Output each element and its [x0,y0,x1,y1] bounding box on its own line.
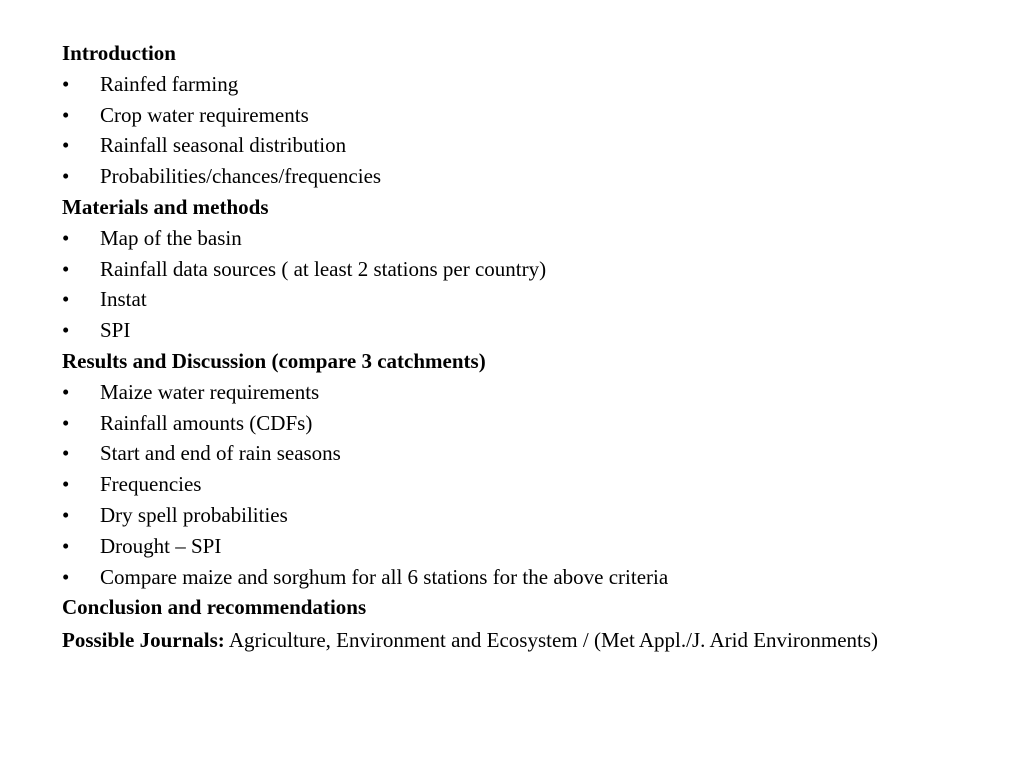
list-item [62,408,962,439]
list-item [62,377,962,408]
bullet-icon: • [62,318,70,343]
list-item [62,69,962,100]
list-item [62,562,962,593]
list-item-text: Drought – SPI [100,533,222,558]
bullet-icon: • [62,164,70,189]
bullet-icon: • [62,225,70,250]
list-item [62,130,962,161]
list-item-text: Instat [100,287,147,312]
bullet-icon: • [62,472,70,497]
list-item-text: Dry spell probabilities [100,502,288,527]
list-item-text: Rainfall data sources ( at least 2 stations per country) [100,256,547,281]
list-item [62,469,962,500]
list-item [62,315,962,346]
list-item-text: SPI [100,318,131,343]
list-item-text: Frequencies [100,472,202,497]
list-item-text: Rainfed farming [100,71,239,96]
journals-text: Agriculture, Environment and Ecosystem / (Met Appl./J. Arid Environments) [224,628,879,653]
bullet-icon: • [62,102,70,127]
bullet-icon: • [62,379,70,404]
section-heading-materials: Materials and methods [62,194,269,219]
list-item [62,500,962,531]
list-item-text: Start and end of rain seasons [100,441,341,466]
possible-journals [62,628,950,652]
bullet-icon: • [62,256,70,281]
journals-label: Possible Journals: [62,628,225,653]
bullet-icon: • [62,287,70,312]
list-item [62,284,962,315]
section-heading-conclusion: Conclusion and recommendations [62,595,367,620]
list-item-text: Rainfall seasonal distribution [100,133,347,158]
bullet-icon: • [62,533,70,558]
list-item [62,531,962,562]
list-item-text: Maize water requirements [100,379,320,404]
bullet-icon: • [62,564,70,589]
section-heading-results: Results and Discussion (compare 3 catchments) [62,348,486,373]
list-item [62,254,962,285]
bullet-icon: • [62,133,70,158]
slide-content [62,38,962,652]
list-item [62,438,962,469]
bullet-icon: • [62,502,70,527]
section-heading-introduction: Introduction [62,41,176,65]
list-item-text: Rainfall amounts (CDFs) [100,410,313,435]
list-item [62,223,962,254]
list-item-text: Crop water requirements [100,102,309,127]
list-item-text: Probabilities/chances/frequencies [100,164,382,189]
list-item [62,161,962,192]
list-item [62,100,962,131]
list-item-text: Map of the basin [100,225,242,250]
bullet-icon: • [62,410,70,435]
list-item-text: Compare maize and sorghum for all 6 stations for the above criteria [100,564,669,589]
bullet-icon: • [62,441,70,466]
bullet-icon: • [62,71,70,96]
